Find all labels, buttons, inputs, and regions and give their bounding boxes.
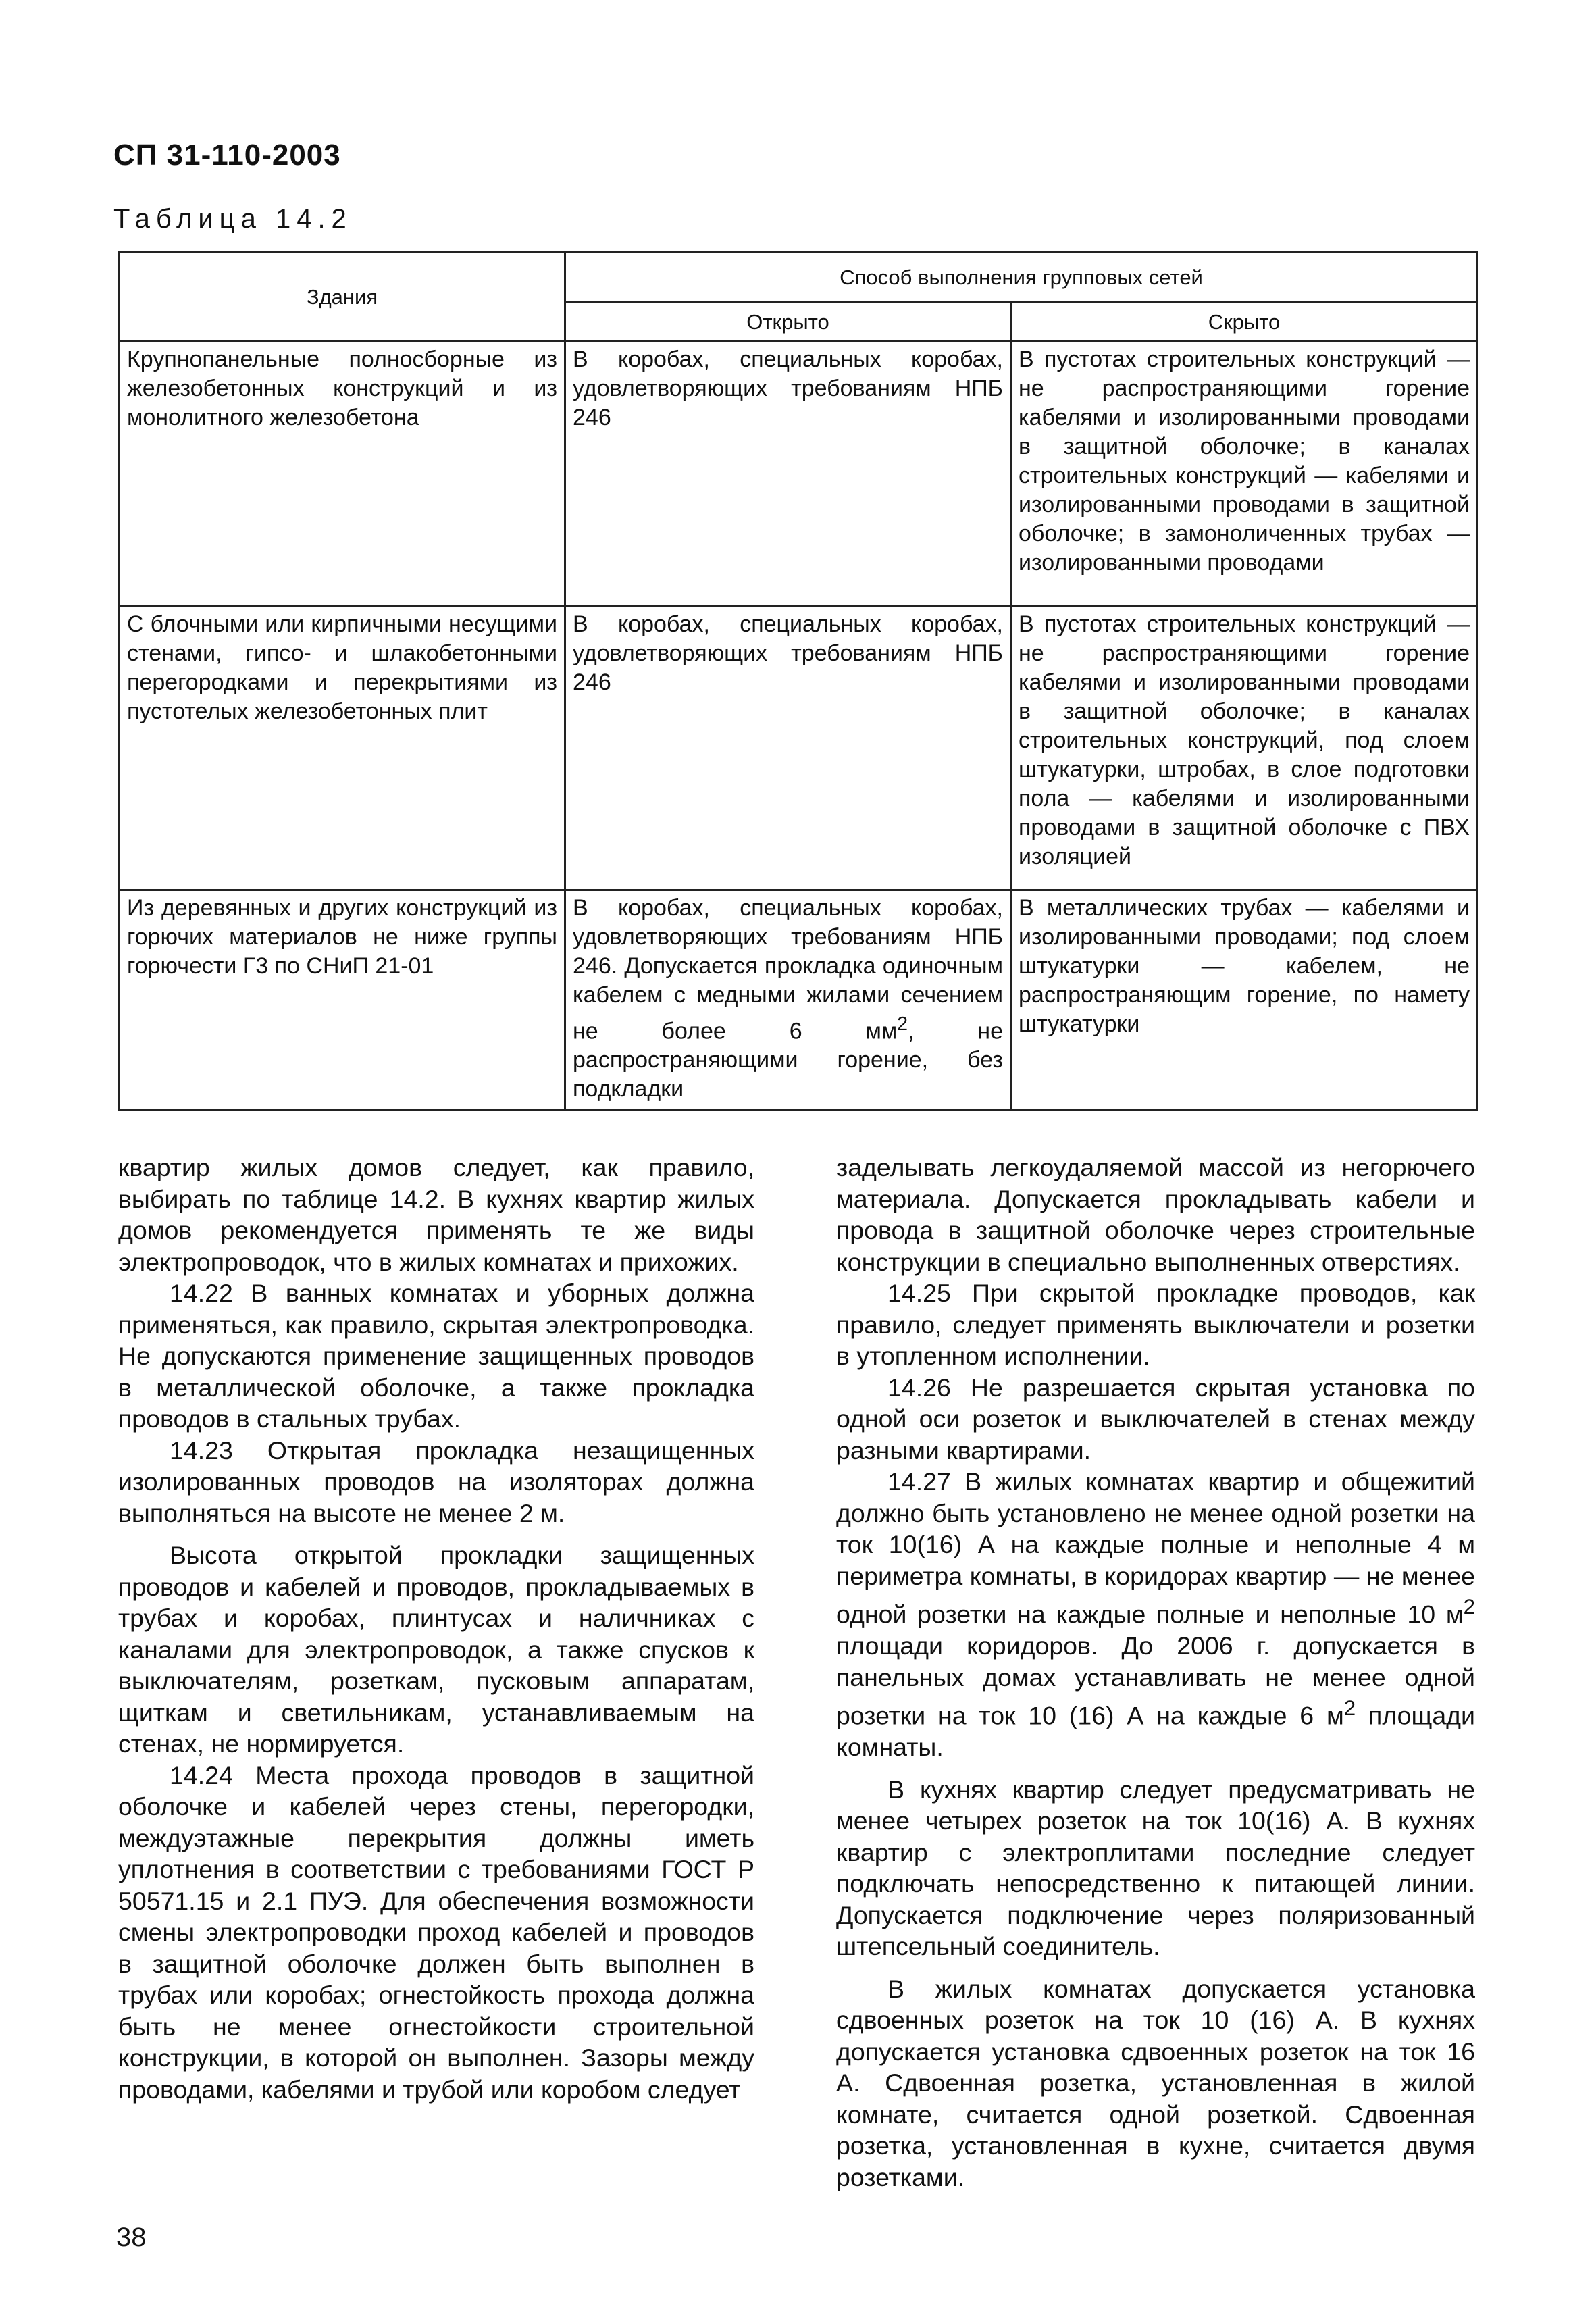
cell-open: В коробах, специальных коробах, удовлетворяющих требованиям НПБ 246 — [565, 607, 1011, 890]
document-code: СП 31-110-2003 — [113, 138, 341, 172]
right-text-column — [836, 1152, 1475, 2193]
paragraph: 14.23 Открытая прокладка незащищенных изолированных проводов на изоляторах должна выполняться на высоте не менее 2 м. — [118, 1435, 754, 1527]
header-hidden: Скрыто — [1011, 303, 1478, 342]
cell-hidden: В металлических трубах — кабелями и изолированными проводами; под слоем штукатурки — кабелем, не распространяющим горение, по намету штукатурки — [1011, 890, 1478, 1111]
table-header-row — [120, 253, 1478, 303]
cell-building: Крупнопанельные полносборные из железобетонных конструкций и из монолитного железобетона — [120, 342, 565, 607]
header-open: Открыто — [565, 303, 1011, 342]
paragraph: 14.22 В ванных комнатах и уборных должна применяться, как правило, скрытая электропроводка. Не допускаются применение защищенных проводов в металлической оболочке, а также прокладка проводов в стальных трубах. — [118, 1279, 754, 1433]
page-number: 38 — [116, 2222, 147, 2252]
paragraph: 14.24 Места прохода проводов в защитной оболочке и кабелей через стены, перегородки, междуэтажные перекрытия должны иметь уплотнения в соответствии с требованиями ГОСТ Р 50571.15 и 2.1 ПУЭ. Для обеспечения возможности смены электропроводки проход кабелей и проводов в защитной оболочке должен быть выполнен в трубах или коробах; огнестойкость прохода должна быть не менее огнестойкости строительной конструкции, в которой он выполнен. Зазоры между проводами, кабелями и трубой или коробом следует — [118, 1760, 754, 2104]
wiring-methods-table — [118, 251, 1478, 1111]
table-caption: Таблица 14.2 — [113, 204, 353, 234]
paragraph: В жилых комнатах допускается установка сдвоенных розеток на ток 10 (16) А. В кухнях допускается установка сдвоенных розеток на ток 16 А. Сдвоенная розетка, установленная в жилой комнате, считается одной розеткой. Сдвоенная розетка, установленная в кухне, считается двумя розетками. — [836, 1974, 1475, 2191]
cell-building: С блочными или кирпичными несущими стенами, гипсо- и шлакобетонными перегородками и перекрытиями из пустотелых железобетонных плит — [120, 607, 565, 890]
paragraph: 14.27 В жилых комнатах квартир и общежитий должно быть установлено не менее одной розетки на ток 10(16) А на каждые полные и неполные 4 м периметра комнаты, в коридорах квартир — не менее одной розетки на каждые полные и неполные 10 $м^2$ площади коридоров. До 2006 г. допускается в панельных домах устанавливать не менее одной розетки на ток 10 (16) А на каждые 6 $м^2$ площади комнаты. — [836, 1467, 1476, 1761]
table-row — [120, 607, 1478, 890]
header-method: Способ выполнения групповых сетей — [565, 253, 1478, 303]
paragraph: заделывать легкоудаляемой массой из негорючего материала. Допускается прокладывать кабели и провода в защитной оболочке через строительные конструкции в специально выполненных отверстиях. — [836, 1153, 1475, 1276]
paragraph: 14.26 Не разрешается скрытая установка по одной оси розеток и выключателей в стенах между разными квартирами. — [836, 1373, 1475, 1465]
cell-hidden: В пустотах строительных конструкций — не распространяющими горение кабелями и изолированными проводами в защитной оболочке; в каналах строительных конструкций, под слоем штукатурки, штробах, в слое подготовки пола — кабелями и изолированными проводами в защитной оболочке с ПВХ изоляцией — [1011, 607, 1478, 890]
cell-open: В коробах, специальных коробах, удовлетворяющих требованиям НПБ 246. Допускается прокладка одиночным кабелем с медными жилами сечением не более 6 $мм^2$, не распространяющими горение, без подкладки — [565, 890, 1011, 1111]
table-row — [120, 342, 1478, 607]
paragraph: квартир жилых домов следует, как правило, выбирать по таблице 14.2. В кухнях квартир жилых домов рекомендуется применять те же виды электропроводок, что в жилых комнатах и прихожих. — [118, 1153, 754, 1276]
paragraph: В кухнях квартир следует предусматривать не менее четырех розеток на ток 10(16) А. В кухнях квартир с электроплитами последние следует подключать непосредственно к питающей линии. Допускается подключение через поляризованный штепсельный соединитель. — [836, 1775, 1475, 1960]
cell-hidden: В пустотах строительных конструкций — не распространяющими горение кабелями и изолированными проводами в защитной оболочке; в каналах строительных конструкций — кабелями и изолированными проводами в защитной оболочке; в замоноличенных трубах — изолированными проводами — [1011, 342, 1478, 607]
cell-building: Из деревянных и других конструкций из горючих материалов не ниже группы горючести Г3 по СНиП 21-01 — [120, 890, 565, 1111]
left-text-column — [118, 1152, 754, 2105]
cell-open: В коробах, специальных коробах, удовлетворяющих требованиям НПБ 246 — [565, 342, 1011, 607]
paragraph: 14.25 При скрытой прокладке проводов, как правило, следует применять выключатели и розетки в утопленном исполнении. — [836, 1279, 1475, 1370]
header-buildings: Здания — [120, 253, 565, 342]
paragraph: Высота открытой прокладки защищенных проводов и кабелей и проводов, прокладываемых в трубах и коробах, плинтусах и наличниках с каналами для электропроводок, а также спусков к выключателям, розеткам, пусковым аппаратам, щиткам и светильникам, устанавливаемым на стенах, не нормируется. — [118, 1541, 754, 1758]
table-row — [120, 890, 1478, 1111]
